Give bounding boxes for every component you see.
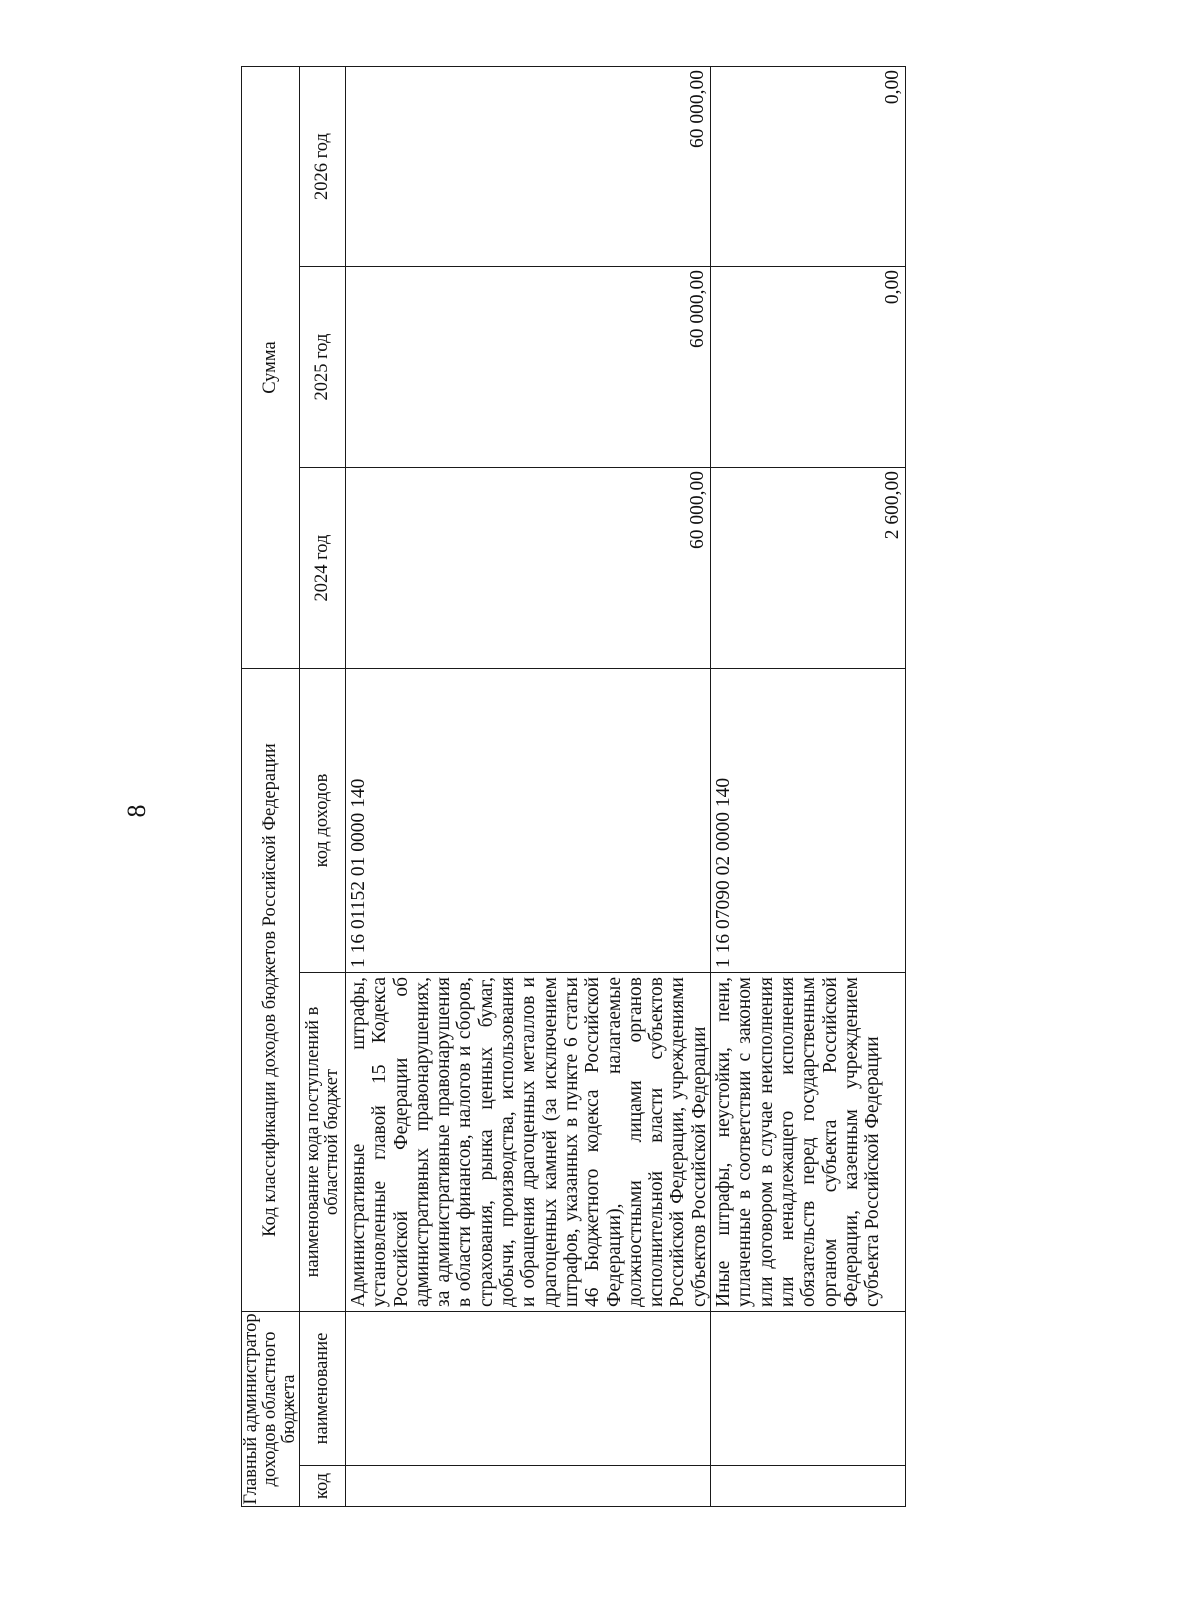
row-amount-2025: 60 000,00 [346,267,711,468]
rotated-table-container [241,67,904,1507]
row-income-name: Административные штрафы, установленные главой 15 Кодекса Российской Федерации об административных правонарушениях, за административные правонарушения в области финансов, налогов и сборов, страхования, рынка ценных бумаг, добычи, производства, использования и обращения драгоценных металлов и драгоценных камней (за исключением штрафов, указанных в пункте 6 статьи 46 Бюджетного кодекса Российской Федерации), налагаемые должностными лицами органов исполнительной власти субъектов Российской Федерации, учреждениями субъектов Российской Федерации [346,973,711,1312]
row-amount-2024: 60 000,00 [346,468,711,669]
row-admin-name [346,1312,711,1466]
income-table [241,66,906,1507]
header-admin-group: Главный администратор доходов областного бюджета [241,1313,299,1505]
header-row-1 [242,67,300,1507]
header-sum-group: Сумма [242,67,300,669]
header-year-2026: 2026 год [300,67,346,267]
row-amount-2025: 0,00 [711,267,906,468]
table-row [711,67,906,1507]
header-admin-code: код [300,1466,346,1507]
header-year-2024: 2024 год [300,468,346,669]
row-admin-name [711,1312,906,1466]
row-income-code: 1 16 07090 02 0000 140 [711,669,906,973]
row-amount-2024: 2 600,00 [711,468,906,669]
row-admin-code [711,1466,906,1507]
table-row [346,67,711,1507]
page-number: 8 [122,804,151,818]
row-amount-2026: 0,00 [711,67,906,267]
header-classification-group: Код классификации доходов бюджетов Российской Федерации [242,669,300,1312]
header-year-2025: 2025 год [300,267,346,468]
header-income-code: код доходов [300,669,346,973]
row-income-name: Иные штрафы, неустойки, пени, уплаченные в соответствии с законом или договором в случае неисполнения или ненадлежащего исполнения обязательств перед государственным органом субъекта Российской Федерации, казенным учреждением субъекта Российской Федерации [711,973,906,1312]
header-row-2 [300,67,346,1507]
row-amount-2026: 60 000,00 [346,67,711,267]
row-admin-code [346,1466,711,1507]
row-income-code: 1 16 01152 01 0000 140 [346,669,711,973]
header-income-name: наименование кода поступлений в областной бюджет [300,973,346,1312]
header-admin-name: наименование [300,1312,346,1466]
